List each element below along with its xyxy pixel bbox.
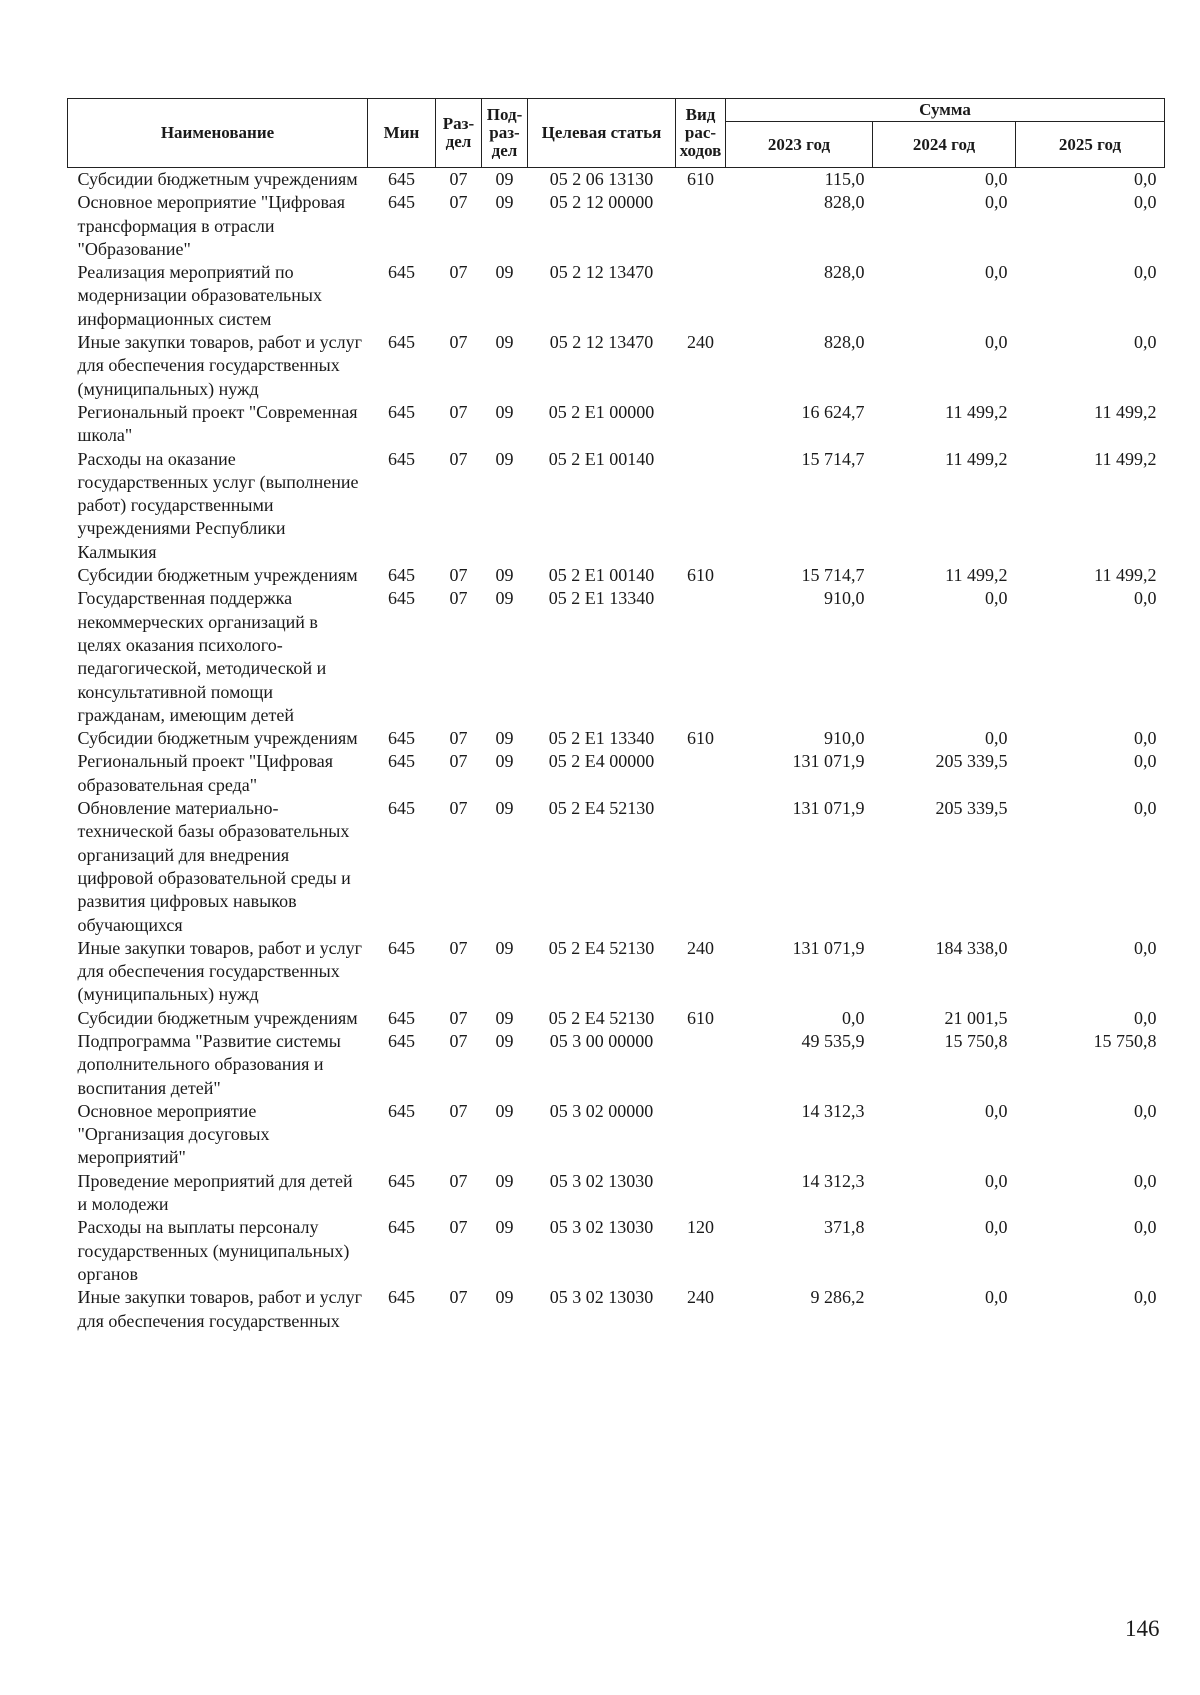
cell-sum-2024: 0,0 (985, 192, 1008, 213)
header-podrazdel: Под-раз-дел (482, 99, 528, 168)
table-row (68, 564, 1165, 587)
cell-sum-2023: 828,0 (824, 262, 865, 283)
cell-podrazdel: 09 (495, 169, 514, 189)
cell-sum-2024: 0,0 (985, 332, 1008, 353)
table-row (68, 1100, 1165, 1170)
cell-sum-2024: 0,0 (985, 1100, 1008, 1121)
cell-name: Подпрограмма "Развитие системы дополнительного образования и воспитания детей" (77, 1030, 341, 1098)
cell-sum-2025: 0,0 (1134, 798, 1157, 819)
cell-podrazdel: 09 (495, 262, 514, 283)
cell-razdel: 07 (449, 1030, 468, 1051)
cell-sum-2024: 0,0 (985, 1287, 1008, 1308)
cell-vid (676, 797, 726, 937)
page-number: 146 (1125, 1616, 1160, 1641)
cell-name: Обновление материально-технической базы образовательных организаций для внедрения цифровой образовательной среды и развития цифровых навыков обучающихся (77, 798, 351, 935)
cell-target: 05 3 00 00000 (549, 1030, 654, 1051)
cell-sum-2023: 828,0 (824, 192, 865, 213)
header-2023: 2023 год (726, 122, 873, 168)
cell-min: 645 (388, 1100, 415, 1121)
cell-sum-2024: 11 499,2 (945, 448, 1008, 469)
cell-target: 05 2 12 13470 (549, 262, 654, 283)
cell-vid: 610 (687, 565, 714, 586)
cell-sum-2023: 131 071,9 (792, 751, 865, 772)
cell-sum-2025: 0,0 (1134, 1170, 1157, 1191)
cell-sum-2023: 910,0 (824, 588, 865, 609)
cell-sum-2025: 11 499,2 (1094, 401, 1157, 422)
cell-min: 645 (388, 1217, 415, 1238)
cell-podrazdel: 09 (495, 937, 514, 958)
cell-min: 645 (388, 1287, 415, 1308)
cell-target: 05 2 E1 13340 (548, 588, 655, 609)
cell-name: Основное мероприятие "Цифровая трансформация в отрасли "Образование" (77, 192, 346, 259)
cell-vid: 120 (687, 1217, 714, 1238)
table-row (68, 168, 1165, 192)
cell-vid: 610 (687, 1007, 714, 1028)
cell-razdel: 07 (449, 728, 468, 749)
cell-podrazdel: 09 (495, 1030, 514, 1051)
cell-sum-2025: 0,0 (1134, 1007, 1157, 1028)
cell-vid (676, 1030, 726, 1100)
cell-sum-2024: 11 499,2 (945, 401, 1008, 422)
cell-razdel: 07 (449, 192, 468, 213)
cell-target: 05 2 E1 00000 (548, 401, 655, 422)
cell-razdel: 07 (449, 448, 468, 469)
cell-vid (676, 191, 726, 261)
cell-vid: 610 (687, 169, 714, 189)
cell-razdel: 07 (449, 1217, 468, 1238)
table-row (68, 401, 1165, 448)
table-row (68, 750, 1165, 797)
cell-name: Иные закупки товаров, работ и услуг для обеспечения государственных (77, 1287, 362, 1331)
cell-target: 05 2 12 13470 (549, 332, 654, 353)
cell-name: Основное мероприятие "Организация досуговых мероприятий" (77, 1100, 270, 1168)
cell-vid: 240 (687, 1287, 714, 1308)
cell-target: 05 2 E1 00140 (548, 565, 655, 586)
cell-podrazdel: 09 (495, 401, 514, 422)
cell-target: 05 2 E4 52130 (548, 798, 655, 819)
cell-name: Иные закупки товаров, работ и услуг для обеспечения государственных (муниципальных) нужд (77, 332, 362, 399)
cell-sum-2025: 11 499,2 (1094, 565, 1157, 586)
header-summa: Сумма (726, 99, 1165, 122)
cell-razdel: 07 (449, 798, 468, 819)
cell-vid (676, 750, 726, 797)
table-body (68, 168, 1165, 1333)
cell-razdel: 07 (449, 751, 468, 772)
cell-sum-2024: 0,0 (985, 1170, 1008, 1191)
cell-razdel: 07 (449, 332, 468, 353)
cell-sum-2023: 131 071,9 (792, 798, 865, 819)
cell-sum-2025: 0,0 (1134, 1217, 1157, 1238)
cell-vid (676, 448, 726, 564)
cell-name: Государственная поддержка некоммерческих организаций в целях оказания психолого-педагогической, методической и консультативной помощи гражданам, имеющим детей (77, 588, 327, 725)
cell-razdel: 07 (449, 262, 468, 283)
cell-podrazdel: 09 (495, 1217, 514, 1238)
cell-min: 645 (388, 1170, 415, 1191)
cell-min: 645 (388, 751, 415, 772)
cell-sum-2023: 15 714,7 (801, 448, 865, 469)
cell-min: 645 (388, 192, 415, 213)
table-row (68, 727, 1165, 750)
cell-sum-2025: 0,0 (1134, 1100, 1157, 1121)
table-row (68, 261, 1165, 331)
cell-name: Региональный проект "Цифровая образовательная среда" (77, 751, 333, 795)
cell-podrazdel: 09 (495, 448, 514, 469)
cell-sum-2024: 21 001,5 (944, 1007, 1008, 1028)
cell-target: 05 2 06 13130 (549, 169, 654, 189)
cell-sum-2025: 0,0 (1134, 751, 1157, 772)
cell-min: 645 (388, 1007, 415, 1028)
table-row (68, 1286, 1165, 1333)
cell-sum-2023: 49 535,9 (801, 1030, 865, 1051)
cell-sum-2024: 184 338,0 (935, 937, 1008, 958)
cell-name: Субсидии бюджетным учреждениям (77, 565, 358, 586)
cell-sum-2023: 14 312,3 (801, 1100, 865, 1121)
cell-sum-2024: 0,0 (985, 262, 1008, 283)
cell-razdel: 07 (449, 169, 468, 189)
cell-vid: 240 (687, 332, 714, 353)
cell-min: 645 (388, 588, 415, 609)
table-header (68, 99, 1165, 168)
cell-sum-2025: 0,0 (1134, 728, 1157, 749)
table-row (68, 797, 1165, 937)
cell-razdel: 07 (449, 401, 468, 422)
cell-sum-2025: 0,0 (1134, 262, 1157, 283)
cell-name: Субсидии бюджетным учреждениям (77, 169, 358, 189)
cell-min: 645 (388, 332, 415, 353)
cell-min: 645 (388, 262, 415, 283)
header-vid: Вид рас-ходов (676, 99, 726, 168)
budget-table (67, 98, 1165, 1333)
cell-target: 05 3 02 13030 (549, 1287, 654, 1308)
cell-name: Иные закупки товаров, работ и услуг для обеспечения государственных (муниципальных) нужд (77, 937, 362, 1005)
header-target: Целевая статья (528, 99, 676, 168)
cell-sum-2025: 0,0 (1134, 937, 1157, 958)
cell-min: 645 (388, 169, 415, 189)
cell-sum-2024: 0,0 (985, 728, 1008, 749)
cell-razdel: 07 (449, 1287, 468, 1308)
table-row (68, 1007, 1165, 1030)
cell-razdel: 07 (449, 1170, 468, 1191)
cell-sum-2024: 205 339,5 (935, 798, 1008, 819)
cell-podrazdel: 09 (495, 798, 514, 819)
cell-target: 05 2 E1 13340 (548, 728, 655, 749)
cell-target: 05 2 E4 00000 (548, 751, 655, 772)
cell-sum-2023: 0,0 (842, 1007, 865, 1028)
cell-razdel: 07 (449, 1100, 468, 1121)
cell-name: Субсидии бюджетным учреждениям (77, 1007, 358, 1028)
cell-name: Расходы на оказание государственных услуг (выполнение работ) государственными учреждениями Республики Калмыкия (77, 448, 359, 562)
cell-podrazdel: 09 (495, 1100, 514, 1121)
cell-target: 05 2 12 00000 (549, 192, 654, 213)
cell-sum-2023: 371,8 (824, 1217, 865, 1238)
cell-sum-2025: 0,0 (1134, 588, 1157, 609)
cell-vid: 240 (687, 937, 714, 958)
cell-sum-2023: 15 714,7 (801, 565, 865, 586)
cell-min: 645 (388, 728, 415, 749)
cell-razdel: 07 (449, 588, 468, 609)
cell-min: 645 (388, 565, 415, 586)
cell-vid (676, 401, 726, 448)
cell-vid (676, 261, 726, 331)
header-2025: 2025 год (1016, 122, 1165, 168)
table-row (68, 331, 1165, 401)
cell-sum-2025: 0,0 (1134, 332, 1157, 353)
cell-sum-2023: 14 312,3 (801, 1170, 865, 1191)
header-name: Наименование (68, 99, 368, 168)
cell-sum-2024: 205 339,5 (935, 751, 1008, 772)
cell-min: 645 (388, 1030, 415, 1051)
cell-min: 645 (388, 401, 415, 422)
cell-vid (676, 1170, 726, 1217)
cell-target: 05 3 02 13030 (549, 1217, 654, 1238)
header-2024: 2024 год (873, 122, 1016, 168)
table-row (68, 587, 1165, 727)
cell-target: 05 2 E1 00140 (548, 448, 655, 469)
cell-podrazdel: 09 (495, 332, 514, 353)
table-row (68, 1170, 1165, 1217)
cell-sum-2023: 16 624,7 (801, 401, 865, 422)
cell-vid (676, 587, 726, 727)
cell-razdel: 07 (449, 1007, 468, 1028)
cell-min: 645 (388, 448, 415, 469)
cell-sum-2025: 15 750,8 (1093, 1030, 1157, 1051)
cell-sum-2025: 0,0 (1134, 169, 1157, 189)
cell-razdel: 07 (449, 565, 468, 586)
cell-podrazdel: 09 (495, 1007, 514, 1028)
cell-sum-2024: 0,0 (985, 1217, 1008, 1238)
cell-sum-2023: 828,0 (824, 332, 865, 353)
table-row (68, 1216, 1165, 1286)
cell-sum-2023: 9 286,2 (810, 1287, 865, 1308)
cell-sum-2024: 15 750,8 (944, 1030, 1008, 1051)
header-razdel: Раз-дел (436, 99, 482, 168)
cell-podrazdel: 09 (495, 588, 514, 609)
cell-sum-2024: 0,0 (985, 588, 1008, 609)
cell-target: 05 3 02 00000 (549, 1100, 654, 1121)
cell-razdel: 07 (449, 937, 468, 958)
cell-sum-2025: 0,0 (1134, 192, 1157, 213)
table-row (68, 1030, 1165, 1100)
cell-sum-2024: 11 499,2 (945, 565, 1008, 586)
cell-target: 05 3 02 13030 (549, 1170, 654, 1191)
budget-table-page (67, 98, 1164, 1333)
cell-podrazdel: 09 (495, 1170, 514, 1191)
cell-vid: 610 (687, 728, 714, 749)
cell-sum-2023: 910,0 (824, 728, 865, 749)
cell-name: Проведение мероприятий для детей и молодежи (77, 1170, 353, 1215)
table-row (68, 448, 1165, 564)
cell-podrazdel: 09 (495, 192, 514, 213)
cell-name: Реализация мероприятий по модернизации образовательных информационных систем (77, 262, 322, 329)
table-row (68, 191, 1165, 261)
cell-min: 645 (388, 798, 415, 819)
cell-target: 05 2 E4 52130 (548, 1007, 655, 1028)
cell-podrazdel: 09 (495, 728, 514, 749)
cell-target: 05 2 E4 52130 (548, 937, 655, 958)
cell-vid (676, 1100, 726, 1170)
cell-sum-2023: 115,0 (824, 169, 865, 189)
cell-name: Региональный проект "Современная школа" (77, 401, 358, 446)
cell-name: Субсидии бюджетным учреждениям (77, 728, 358, 749)
cell-min: 645 (388, 937, 415, 958)
cell-sum-2025: 11 499,2 (1094, 448, 1157, 469)
cell-sum-2025: 0,0 (1134, 1287, 1157, 1308)
cell-podrazdel: 09 (495, 1287, 514, 1308)
cell-sum-2024: 0,0 (985, 169, 1008, 189)
table-row (68, 937, 1165, 1007)
cell-name: Расходы на выплаты персоналу государственных (муниципальных) органов (77, 1217, 350, 1284)
cell-podrazdel: 09 (495, 565, 514, 586)
cell-sum-2023: 131 071,9 (792, 937, 865, 958)
cell-podrazdel: 09 (495, 751, 514, 772)
header-min: Мин (368, 99, 436, 168)
